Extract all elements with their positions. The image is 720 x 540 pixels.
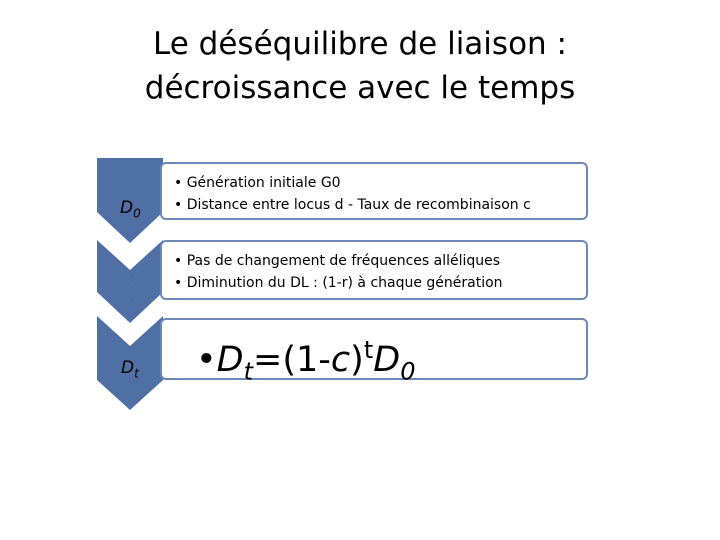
formula-c: c bbox=[330, 340, 351, 381]
step-2-bullet-1: • Pas de changement de fréquences alléliques bbox=[174, 253, 501, 269]
step-1-label bbox=[120, 198, 141, 220]
step-1-bullet-1: • Génération initiale G0 bbox=[174, 175, 341, 191]
formula-mid: =(1- bbox=[253, 340, 331, 381]
decay-formula bbox=[196, 326, 415, 396]
formula-sub-t: t bbox=[243, 357, 254, 386]
formula-d0: D bbox=[373, 340, 401, 381]
title-line-1: Le déséquilibre de liaison : bbox=[153, 26, 567, 62]
formula-sup-t: t bbox=[363, 336, 374, 364]
step-2-bullet-2: • Diminution du DL : (1-r) à chaque génération bbox=[174, 275, 503, 291]
formula-sub-0: 0 bbox=[400, 357, 416, 386]
step-2-dots bbox=[130, 268, 134, 304]
step-3-label-main: D bbox=[121, 358, 135, 378]
step-1-label-sub: 0 bbox=[133, 206, 141, 221]
formula-d: D bbox=[216, 340, 244, 381]
step-3-label bbox=[121, 358, 139, 380]
formula-bullet: • bbox=[196, 340, 217, 381]
step-1-box bbox=[160, 162, 588, 220]
step-1-label-main: D bbox=[120, 198, 134, 218]
step-2-box bbox=[160, 240, 588, 300]
step-1-bullet-2: • Distance entre locus d - Taux de recombinaison c bbox=[174, 197, 531, 213]
title-line-2: décroissance avec le temps bbox=[144, 70, 576, 106]
step-3-label-sub: t bbox=[134, 366, 139, 381]
step-2-dots-text: . . . bbox=[130, 268, 134, 303]
formula-close: ) bbox=[350, 340, 364, 381]
